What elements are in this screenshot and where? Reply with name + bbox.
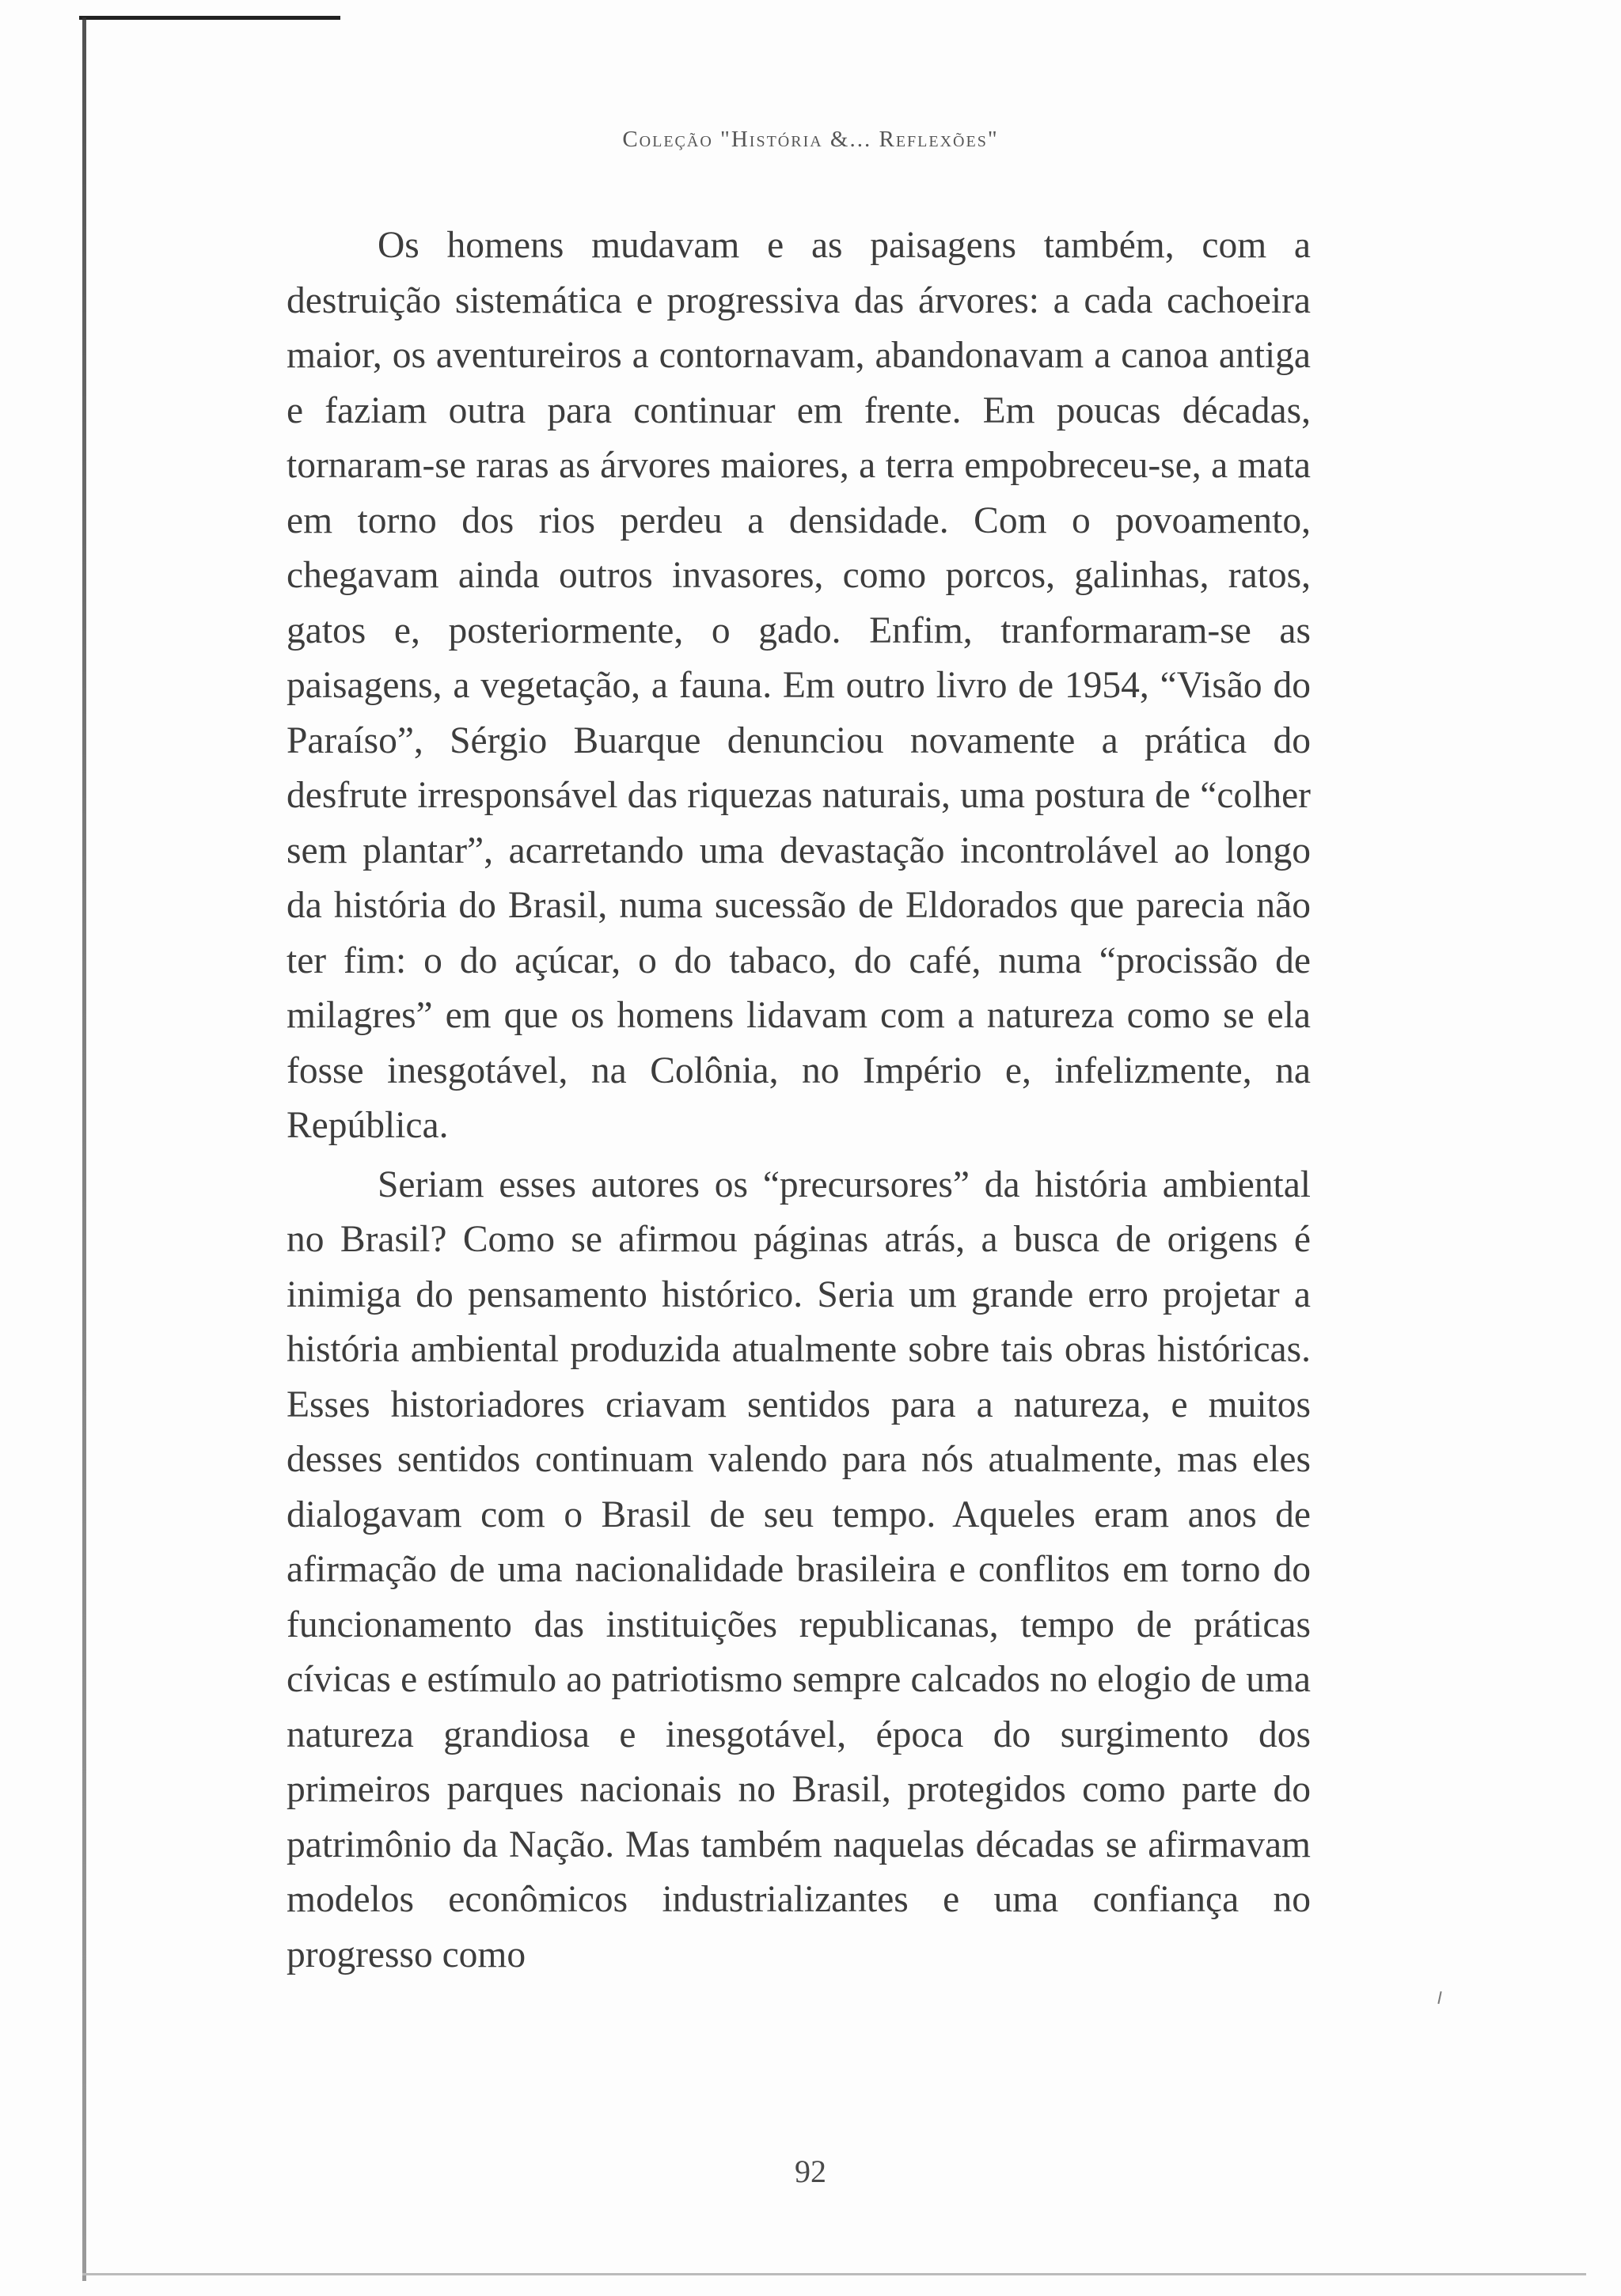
stray-mark — [1437, 1991, 1441, 2004]
scan-edge-top — [79, 16, 340, 20]
paragraph-1: Os homens mudavam e as paisagens também, com a destruição sistemática e progressiva das árvores: a cada cachoeira maior, os aventureiros a contornavam, abandonavam a canoa antiga e faziam outra para continuar em frente. Em poucas décadas, tornaram-se raras as árvores maiores, a terra empobreceu-se, a mata em torno dos rios perdeu a densidade. Com o povoamento, chegavam ainda outros invasores, como porcos, galinhas, ratos, gatos e, posteriormente, o gado. Enfim, tranformaram-se as paisagens, a vegetação, a fauna. Em outro livro de 1954, “Visão do Paraíso”, Sérgio Buarque denunciou novamente a prática do desfrute irresponsável das riquezas naturais, uma postura de “colher sem plantar”, acarretando uma devastação incontrolável ao longo da história do Brasil, numa sucessão de Eldorados que parecia não ter fim: o do açúcar, o do tabaco, do café, numa “procissão de milagres” em que os homens lidavam com a natureza como se ela fosse inesgotável, na Colônia, no Império e, infelizmente, na República. — [287, 225, 1311, 1146]
page-number: 92 — [795, 2154, 826, 2189]
body-text — [287, 218, 1311, 1983]
scan-edge-bottom — [82, 2273, 1586, 2275]
paragraph-2: Seriam esses autores os “precursores” da história ambiental no Brasil? Como se afirmou páginas atrás, a busca de origens é inimiga do pensamento histórico. Seria um grande erro projetar a história ambiental produzida atualmente sobre tais obras históricas. Esses historiadores criavam sentidos para a natureza, e muitos desses sentidos continuam valendo para nós atualmente, mas eles dialogavam com o Brasil de seu tempo. Aqueles eram anos de afirmação de uma nacionalidade brasileira e conflitos em torno do funcionamento das instituições republicanas, tempo de práticas cívicas e estímulo ao patriotismo sempre calcados no elogio de uma natureza grandiosa e inesgotável, época do surgimento dos primeiros parques nacionais no Brasil, protegidos como parte do patrimônio da Nação. Mas também naquelas décadas se afirmavam modelos econômicos industrializantes e uma confiança no progresso como — [287, 1163, 1311, 1975]
running-head: Coleção "História &... Reflexões" — [622, 127, 999, 152]
scan-edge-left — [82, 17, 86, 2281]
